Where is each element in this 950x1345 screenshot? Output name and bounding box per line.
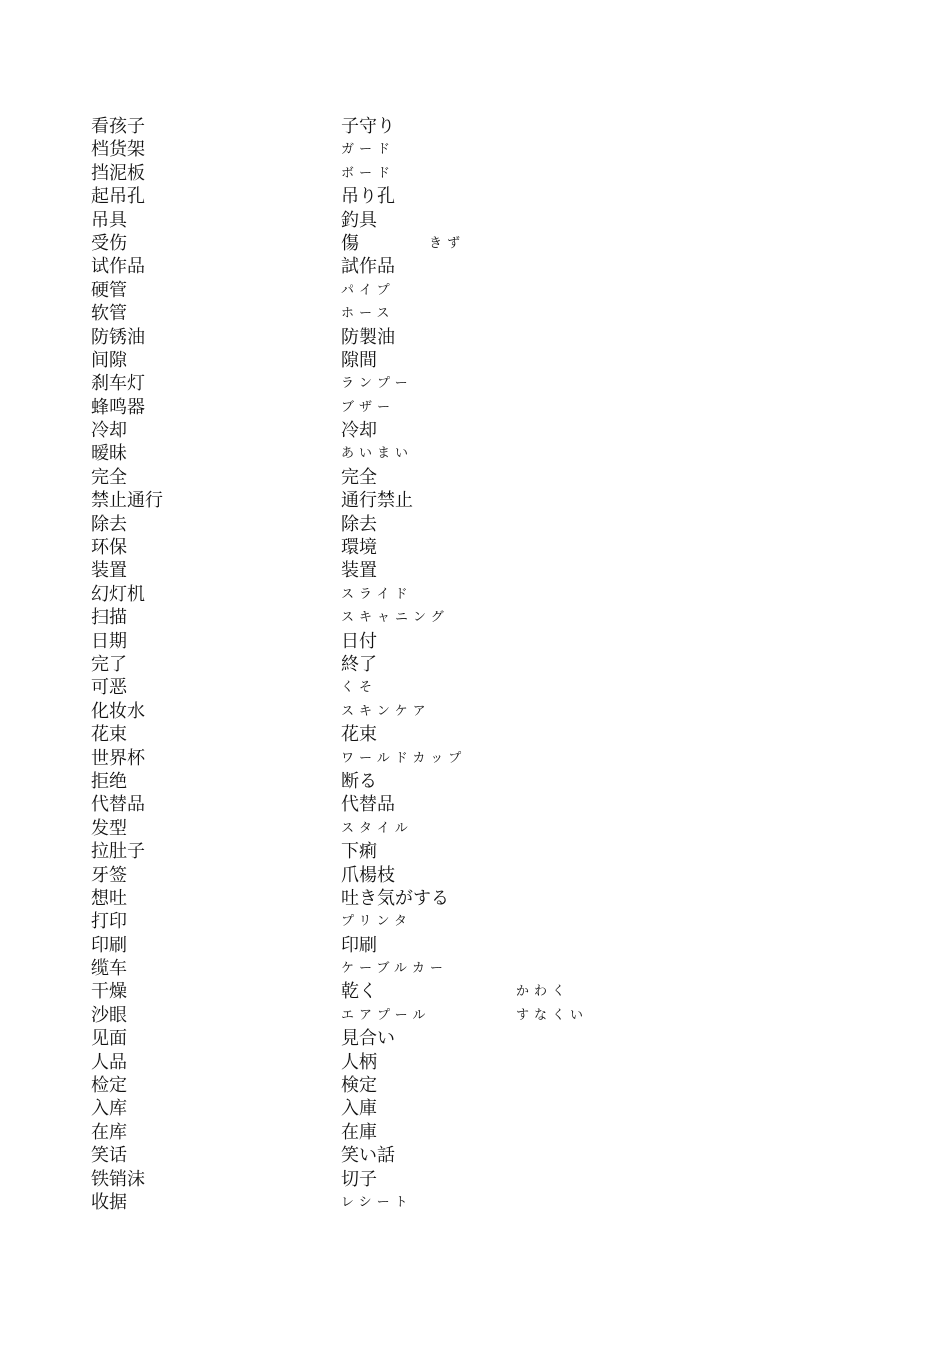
vocab-row	[91, 396, 891, 419]
chinese-term: 印刷	[91, 934, 127, 956]
vocab-row	[91, 442, 891, 465]
vocab-row	[91, 1097, 891, 1120]
vocab-row	[91, 864, 891, 887]
reading-note: すなくい	[516, 1007, 589, 1023]
chinese-term: 化妆水	[91, 700, 145, 722]
japanese-term: ケーブルカー	[341, 961, 448, 977]
vocab-row	[91, 419, 891, 442]
chinese-term: 拒绝	[91, 770, 127, 792]
chinese-term: 花束	[91, 724, 127, 746]
vocab-row	[91, 232, 891, 255]
vocab-row	[91, 326, 891, 349]
japanese-term: 印刷	[341, 934, 377, 956]
reading-note: きず	[429, 235, 466, 251]
japanese-term: スライド	[341, 586, 413, 602]
vocab-row	[91, 1144, 891, 1167]
vocab-row	[91, 1191, 891, 1214]
japanese-term: 通行禁止	[341, 490, 413, 512]
vocab-row	[91, 349, 891, 372]
chinese-term: 日期	[91, 630, 127, 652]
vocab-row	[91, 770, 891, 793]
vocab-row	[91, 302, 891, 325]
chinese-term: 冷却	[91, 420, 127, 442]
reading-note: かわく	[516, 984, 571, 1000]
chinese-term: 在库	[91, 1121, 127, 1143]
japanese-term: 爪楊枝	[341, 864, 395, 886]
vocab-row	[91, 1051, 891, 1074]
japanese-term: 終了	[341, 653, 377, 675]
japanese-term: 日付	[341, 630, 377, 652]
japanese-term: ボード	[341, 165, 396, 181]
vocab-row	[91, 934, 891, 957]
vocab-row	[91, 583, 891, 606]
japanese-term: スタイル	[341, 820, 413, 836]
vocab-row	[91, 817, 891, 840]
vocab-row	[91, 1004, 891, 1027]
japanese-term: ワールドカップ	[341, 750, 467, 766]
japanese-term: 完全	[341, 466, 377, 488]
vocab-row	[91, 840, 891, 863]
chinese-term: 受伤	[91, 232, 127, 254]
japanese-term: 代替品	[341, 794, 395, 816]
chinese-term: 笑话	[91, 1145, 127, 1167]
chinese-term: 世界杯	[91, 747, 145, 769]
chinese-term: 缆车	[91, 958, 127, 980]
chinese-term: 代替品	[91, 794, 145, 816]
chinese-term: 牙签	[91, 864, 127, 886]
vocab-row	[91, 559, 891, 582]
chinese-term: 铁销沫	[91, 1168, 145, 1190]
japanese-term: 見合い	[341, 1028, 395, 1050]
chinese-term: 看孩子	[91, 116, 145, 137]
japanese-term: 入庫	[341, 1098, 377, 1120]
chinese-term: 硬管	[91, 279, 127, 301]
vocab-row	[91, 115, 891, 138]
vocab-row	[91, 536, 891, 559]
vocab-row	[91, 980, 891, 1003]
japanese-term: 傷	[341, 232, 359, 254]
vocab-row	[91, 255, 891, 278]
japanese-term: ランプー	[341, 376, 413, 392]
japanese-term: 吊り孔	[341, 186, 395, 208]
vocab-row	[91, 489, 891, 512]
vocab-row	[91, 793, 891, 816]
chinese-term: 打印	[91, 911, 127, 933]
japanese-term: 乾く	[341, 981, 377, 1003]
chinese-term: 环保	[91, 537, 127, 559]
chinese-term: 间隙	[91, 349, 127, 371]
japanese-term: レシート	[341, 1194, 413, 1210]
chinese-term: 沙眼	[91, 1004, 127, 1026]
chinese-term: 装置	[91, 560, 127, 582]
chinese-term: 档货架	[91, 139, 145, 161]
chinese-term: 暧昧	[91, 443, 127, 465]
japanese-term: 隙間	[341, 349, 377, 371]
chinese-term: 软管	[91, 303, 127, 325]
japanese-term: スキンケア	[341, 703, 431, 719]
japanese-term: プリンタ	[341, 914, 412, 930]
vocab-row	[91, 957, 891, 980]
japanese-term: ブザー	[341, 399, 396, 415]
vocab-row	[91, 653, 891, 676]
chinese-term: 扫描	[91, 607, 127, 629]
vocab-row	[91, 138, 891, 161]
chinese-term: 可恶	[91, 677, 127, 699]
chinese-term: 除去	[91, 513, 127, 535]
japanese-term: 防製油	[341, 326, 395, 348]
vocab-row	[91, 676, 891, 699]
chinese-term: 完全	[91, 466, 127, 488]
japanese-term: 釣具	[341, 209, 377, 231]
vocab-row	[91, 372, 891, 395]
chinese-term: 吊具	[91, 209, 127, 231]
japanese-term: 下痢	[341, 841, 377, 863]
vocab-row	[91, 747, 891, 770]
japanese-term: 子守り	[341, 116, 395, 137]
chinese-term: 蜂鸣器	[91, 396, 145, 418]
vocab-row	[91, 162, 891, 185]
japanese-term: エアプール	[341, 1007, 431, 1023]
vocab-row	[91, 185, 891, 208]
chinese-term: 检定	[91, 1075, 127, 1097]
chinese-term: 试作品	[91, 256, 145, 278]
japanese-term: スキャニング	[341, 610, 449, 626]
japanese-term: 検定	[341, 1075, 377, 1097]
chinese-term: 见面	[91, 1028, 127, 1050]
japanese-term: 装置	[341, 560, 377, 582]
chinese-term: 禁止通行	[91, 490, 163, 512]
japanese-term: 花束	[341, 724, 377, 746]
chinese-term: 完了	[91, 653, 127, 675]
japanese-term: 笑い話	[341, 1145, 395, 1167]
vocab-row	[91, 466, 891, 489]
vocab-row	[91, 1074, 891, 1097]
vocab-row	[91, 606, 891, 629]
vocab-row	[91, 1121, 891, 1144]
vocab-row	[91, 1027, 891, 1050]
chinese-term: 挡泥板	[91, 162, 145, 184]
japanese-term: パイプ	[341, 282, 395, 298]
japanese-term: 在庫	[341, 1121, 377, 1143]
chinese-term: 干燥	[91, 981, 127, 1003]
chinese-term: 起吊孔	[91, 186, 145, 208]
japanese-term: 切子	[341, 1168, 377, 1190]
chinese-term: 防锈油	[91, 326, 145, 348]
japanese-term: ガード	[341, 142, 396, 158]
chinese-term: 幻灯机	[91, 583, 145, 605]
chinese-term: 刹车灯	[91, 373, 145, 395]
vocab-row	[91, 723, 891, 746]
chinese-term: 拉肚子	[91, 841, 145, 863]
japanese-term: くそ	[341, 680, 378, 696]
japanese-term: あいまい	[341, 446, 414, 462]
japanese-term: 除去	[341, 513, 377, 535]
vocab-row	[91, 700, 891, 723]
vocab-row	[91, 513, 891, 536]
japanese-term: 冷却	[341, 420, 377, 442]
japanese-term: 人柄	[341, 1051, 377, 1073]
vocab-row	[91, 910, 891, 933]
chinese-term: 收据	[91, 1191, 127, 1213]
japanese-term: 試作品	[341, 256, 395, 278]
japanese-term: 断る	[341, 770, 377, 792]
japanese-term: 吐き気がする	[341, 887, 449, 909]
vocab-row	[91, 209, 891, 232]
chinese-term: 想吐	[91, 887, 127, 909]
japanese-term: 環境	[341, 537, 377, 559]
chinese-term: 人品	[91, 1051, 127, 1073]
vocab-row	[91, 279, 891, 302]
chinese-term: 入库	[91, 1098, 127, 1120]
vocab-row	[91, 1168, 891, 1191]
vocab-row	[91, 630, 891, 653]
vocab-row	[91, 887, 891, 910]
chinese-term: 发型	[91, 817, 127, 839]
japanese-term: ホース	[341, 306, 395, 322]
vocabulary-list	[91, 115, 891, 1214]
